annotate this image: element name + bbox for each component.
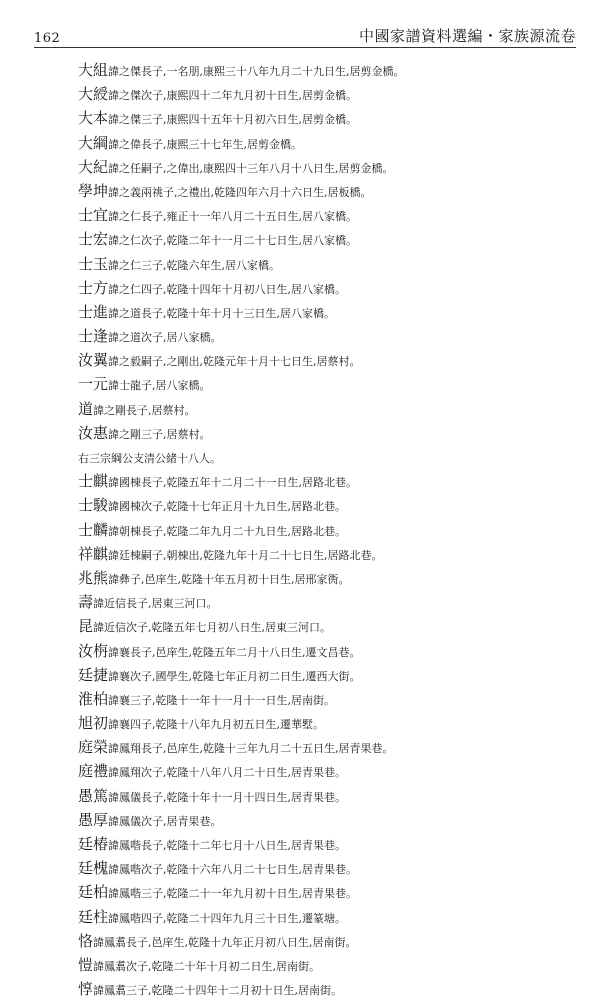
genealogy-entry: [78, 639, 578, 663]
person-name: 一元: [78, 375, 109, 394]
genealogy-entry: [78, 759, 578, 783]
person-name: 旭初: [78, 714, 109, 733]
person-name: 兆熊: [78, 568, 109, 587]
genealogy-entry: [78, 566, 578, 590]
genealogy-entry: [78, 58, 578, 82]
person-name: 廷椿: [78, 835, 109, 853]
person-name: 愚篤: [78, 786, 109, 805]
genealogy-entry: [78, 518, 578, 542]
genealogy-entry: [78, 542, 578, 566]
person-name: 學坤: [78, 181, 109, 200]
person-description: 諱襄四子,乾隆十八年九月初五日生,遷華墅。: [108, 718, 325, 732]
person-description: 諱士龍子,居八家橋。: [108, 379, 211, 393]
genealogy-entry: [78, 784, 578, 808]
header-rule: [34, 47, 576, 48]
summary-note: [78, 445, 578, 469]
person-description: 諱之毅嗣子,之剛出,乾隆元年十月十七日生,居蔡村。: [108, 355, 361, 369]
person-description: 諱襄三子,乾隆十一年十一月十一日生,居南街。: [108, 693, 336, 707]
person-name: 廷柱: [78, 907, 109, 926]
person-name: 士玉: [78, 254, 109, 273]
genealogy-entry: [78, 324, 578, 348]
person-name: 士麒: [78, 472, 109, 491]
person-name: 汝翼: [78, 351, 109, 370]
person-description: 諱近信長子,居東三河口。: [93, 597, 218, 611]
person-name: 惇: [78, 980, 94, 999]
person-description: 諱之道長子,乾隆十年十月十三日生,居八家橋。: [108, 306, 336, 320]
person-description: 諱朝棟長子,乾隆二年九月二十九日生,居路北巷。: [108, 524, 347, 538]
summary-text: 右三宗綱公支清公緒十八人。: [78, 452, 221, 465]
genealogy-entry: [78, 832, 578, 856]
genealogy-entry: [78, 590, 578, 614]
person-name: 士逢: [78, 327, 109, 346]
genealogy-entry: [78, 856, 578, 880]
book-title: 中國家譜資料選編・家族源流卷: [358, 27, 576, 45]
genealogy-entry: [78, 808, 578, 832]
person-name: 大綬: [78, 85, 109, 104]
person-description: 諱鳳翔次子,乾隆十八年八月二十日生,居青果巷。: [108, 766, 347, 780]
person-name: 祥麒: [78, 544, 109, 563]
person-name: 廷柏: [78, 883, 109, 902]
genealogy-entry: [78, 493, 578, 517]
person-description: 諱鳳翥長子,邑庠生,乾隆十九年正月初八日生,居南街。: [93, 935, 357, 949]
genealogy-entry: [78, 155, 578, 179]
genealogy-entry: [78, 663, 578, 687]
person-description: 諱鳳翥次子,乾隆二十年十月初二日生,居南街。: [93, 959, 321, 973]
person-name: 士進: [78, 302, 109, 321]
person-name: 道: [78, 399, 94, 418]
person-name: 大紀: [78, 157, 109, 176]
genealogy-entry: [78, 687, 578, 711]
person-name: 大綱: [78, 133, 109, 152]
genealogy-entry: [78, 735, 578, 759]
genealogy-entries: [78, 58, 578, 1001]
genealogy-entry: [78, 397, 578, 421]
person-name: 士方: [78, 278, 109, 297]
person-description: 諱之仁四子,乾隆十四年十月初八日生,居八家橋。: [108, 282, 347, 296]
genealogy-entry: [78, 421, 578, 445]
person-description: 諱之義兩祧子,之禮出,乾隆四年六月十六日生,居板橋。: [108, 185, 372, 199]
genealogy-entry: [78, 977, 578, 1001]
person-description: 諱之道次子,居八家橋。: [108, 331, 222, 345]
person-name: 恪: [78, 931, 94, 950]
genealogy-entry: [78, 614, 578, 638]
person-description: 諱之偉長子,康熙三十七年生,居剪金橋。: [108, 137, 303, 151]
person-name: 大組: [78, 61, 109, 79]
person-description: 諱近信次子,乾隆五年七月初八日生,居東三河口。: [93, 621, 332, 635]
person-name: 士麟: [78, 520, 109, 539]
genealogy-entry: [78, 106, 578, 130]
person-description: 諱之任嗣子,之偉出,康熙四十三年八月十八日生,居剪金橋。: [108, 161, 394, 175]
person-description: 諱之剛長子,居蔡村。: [93, 403, 196, 417]
genealogy-entry: [78, 880, 578, 904]
person-description: 諱之仁次子,乾隆二年十一月二十七日生,居八家橋。: [108, 234, 358, 248]
genealogy-entry: [78, 252, 578, 276]
person-description: 諱鳳儀長子,乾隆十年十一月十四日生,居青果巷。: [108, 790, 347, 804]
person-name: 淮柏: [78, 689, 109, 708]
person-name: 大本: [78, 109, 109, 128]
person-description: 諱鳳喈長子,乾隆十二年七月十八日生,居青果巷。: [108, 839, 347, 852]
genealogy-entry: [78, 131, 578, 155]
person-description: 諱國棟次子,乾隆十七年正月十九日生,居路北巷。: [108, 500, 347, 514]
page-number: 162: [34, 31, 61, 46]
person-description: 諱之仁長子,雍正十一年八月二十五日生,居八家橋。: [108, 210, 358, 224]
person-name: 愚厚: [78, 810, 109, 829]
person-description: 諱廷棟嗣子,朝棟出,乾隆九年十月二十七日生,居路北巷。: [108, 548, 383, 562]
person-description: 諱鳳翔長子,邑庠生,乾隆十三年九月二十五日生,居青果巷。: [108, 742, 394, 756]
person-description: 諱鳳喈四子,乾隆二十四年九月三十日生,遷篆塘。: [108, 911, 347, 925]
person-description: 諱鳳喈次子,乾隆十六年八月二十七日生,居青果巷。: [108, 863, 358, 877]
person-description: 諱之傑長子,一名朋,康熙三十八年九月二十九日生,居剪金橋。: [108, 65, 405, 78]
person-description: 諱之傑次子,康熙四十二年九月初十日生,居剪金橋。: [108, 89, 358, 103]
genealogy-entry: [78, 348, 578, 372]
person-name: 庭禮: [78, 762, 109, 781]
person-name: 廷槐: [78, 859, 109, 878]
genealogy-entry: [78, 905, 578, 929]
person-description: 諱國棟長子,乾隆五年十二月二十一日生,居路北巷。: [108, 476, 358, 490]
genealogy-entry: [78, 953, 578, 977]
person-name: 昆: [78, 617, 94, 636]
genealogy-entry: [78, 929, 578, 953]
person-description: 諱之傑三子,康熙四十五年十月初六日生,居剪金橋。: [108, 113, 358, 127]
genealogy-entry: [78, 469, 578, 493]
genealogy-entry: [78, 711, 578, 735]
person-name: 汝栴: [78, 641, 109, 660]
person-name: 庭榮: [78, 738, 109, 757]
genealogy-entry: [78, 227, 578, 251]
genealogy-entry: [78, 203, 578, 227]
genealogy-entry: [78, 179, 578, 203]
person-description: 諱襄次子,國學生,乾隆七年正月初二日生,遷西大街。: [108, 669, 361, 683]
person-description: 諱鳳儀次子,居青果巷。: [108, 814, 222, 828]
genealogy-entry: [78, 276, 578, 300]
genealogy-entry: [78, 372, 578, 396]
genealogy-entry: [78, 300, 578, 324]
person-description: 諱之剛三子,居蔡村。: [108, 427, 211, 441]
genealogy-entry: [78, 82, 578, 106]
page-header: [34, 20, 576, 46]
person-name: 廷捷: [78, 665, 109, 684]
person-name: 壽: [78, 593, 94, 612]
person-name: 汝惠: [78, 423, 109, 442]
person-description: 諱鳳翥三子,乾隆二十四年十二月初十日生,居南街。: [93, 984, 343, 998]
person-name: 愷: [78, 955, 94, 974]
person-description: 諱襄長子,邑庠生,乾隆五年二月十八日生,遷文昌巷。: [108, 645, 361, 659]
person-name: 士駿: [78, 496, 109, 515]
person-description: 諱彝子,邑庠生,乾隆十年五月初十日生,居邢家衖。: [108, 572, 350, 586]
person-description: 諱鳳喈三子,乾隆二十一年九月初十日生,居青果巷。: [108, 887, 358, 901]
person-description: 諱之仁三子,乾隆六年生,居八家橋。: [108, 258, 281, 272]
person-name: 士宜: [78, 206, 109, 225]
person-name: 士宏: [78, 230, 109, 249]
